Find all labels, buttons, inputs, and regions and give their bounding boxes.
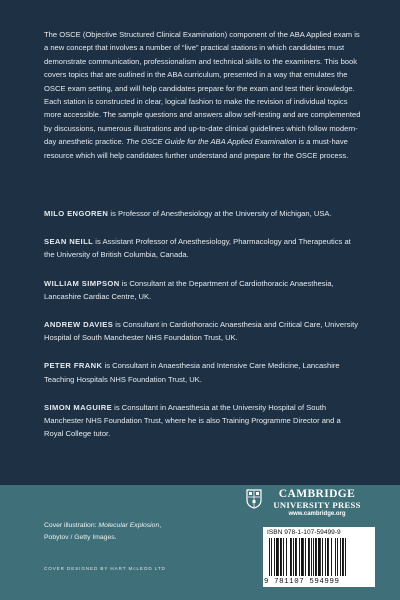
illustration-title: Molecular Explosion (98, 522, 160, 529)
barcode-bar (308, 538, 310, 576)
barcode-bar (318, 538, 321, 576)
barcode-bar (295, 538, 297, 576)
barcode-bar (345, 538, 346, 576)
author-name: SEAN NEILL (44, 237, 94, 247)
author-bio: is Consultant in Anaesthesia at the University Hospital of South Manchester NHS Foundation Trust, where he is also Training Programme Director and a Royal College tutor. (44, 402, 341, 439)
author-bio: is Professor of Anesthesiology at the University of Michigan, USA. (108, 209, 332, 218)
barcode-bar (311, 538, 312, 576)
barcode-panel (263, 527, 375, 587)
barcode-bar (269, 538, 270, 576)
barcode-bar (276, 538, 279, 576)
barcode-bar (315, 538, 317, 576)
author-bio: is Consultant in Cardiothoracic Anaesthesia and Critical Care, University Hospital of South Manchester NHS Foundation Trust, UK. (44, 320, 358, 343)
barcode-bar (325, 538, 326, 576)
cover-credit: Cover illustration: Molecular Explosion, Pobytov / Getty Images. (44, 522, 162, 541)
publisher-subname: UNIVERSITY PRESS (273, 500, 361, 510)
barcode-bar (283, 538, 284, 576)
barcode-bar (286, 538, 287, 576)
author-entry (44, 277, 362, 303)
barcode-icon (267, 538, 371, 578)
author-entry (44, 207, 362, 220)
author-name: SIMON MAGUIRE (44, 402, 113, 412)
barcode-bar (274, 538, 275, 576)
barcode-bar (305, 538, 306, 576)
isbn-number: ISBN 978-1-107-59499-9 (267, 529, 341, 536)
publisher-website: www.cambridge.org (288, 511, 346, 517)
barcode-bar (271, 538, 272, 576)
author-name: ANDREW DAVIES (44, 320, 114, 330)
author-name: WILLIAM SIMPSON (44, 278, 120, 288)
author-name: PETER FRANK (44, 361, 103, 371)
illustration-source: Pobytov / Getty Images. (44, 534, 117, 541)
barcode-digits: 9 781107 594999 (264, 578, 340, 586)
author-entry (44, 401, 362, 441)
barcode-bar (331, 538, 332, 576)
publisher-name: CAMBRIDGE (278, 488, 356, 500)
author-entry (44, 359, 362, 385)
barcode-bar (293, 538, 294, 576)
author-entry (44, 318, 362, 344)
author-list (44, 207, 362, 455)
barcode-bar (327, 538, 329, 576)
barcode-bar (337, 538, 338, 576)
barcode-bar (299, 538, 300, 576)
author-name: MILO ENGOREN (44, 209, 109, 218)
author-entry (44, 235, 362, 261)
barcode-bar (340, 538, 341, 576)
book-title: The OSCE Guide for the ABA Applied Examination (125, 137, 297, 147)
barcode-bar (313, 538, 314, 576)
crest-icon (246, 489, 262, 509)
publisher-logo (262, 488, 372, 519)
author-bio: is Assistant Professor of Anesthesiology, Pharmacology and Therapeutics at the University of British Columbia, Canada. (44, 237, 351, 260)
barcode-bar (322, 538, 323, 576)
author-bio: is Consultant at the Department of Cardiothoracic Anaesthesia, Lancashire Cardiac Centre, UK. (44, 278, 334, 301)
barcode-bar (335, 538, 336, 576)
barcode-bar (342, 538, 344, 576)
barcode-bar (280, 538, 282, 576)
author-bio: is Consultant in Anaesthesia and Intensive Care Medicine, Lancashire Teaching Hospitals NHS Foundation Trust, UK. (44, 361, 340, 384)
description-blurb: The OSCE (Objective Structured Clinical Examination) component of the ABA Applied exam is a new concept that involves a number of “live” practical stations in which candidates must demonstrate communication, professionalism and technical skills to the examiners. This book covers topics that are outlined in the ABA curriculum, presented in a way that emulates the OSCE exam setting, and will help candidates prepare for the exam and test their knowledge. Each station is constructed in clear, logical fashion to make the revision of individual topics more accessible. The sample questions and answers allow self-testing and are complemented by discussions, numerous illustrations and up-to-date clinical guidelines which follow modern-day anesthetic practice. The OSCE Guide for the ABA Applied Examination is a must-have resource which will help candidates further understand and prepare for the OSCE process. (44, 30, 361, 160)
designer-credit: COVER DESIGNED BY HART McLEOD LTD (44, 566, 166, 571)
barcode-bar (290, 538, 292, 576)
barcode-bar (301, 538, 304, 576)
